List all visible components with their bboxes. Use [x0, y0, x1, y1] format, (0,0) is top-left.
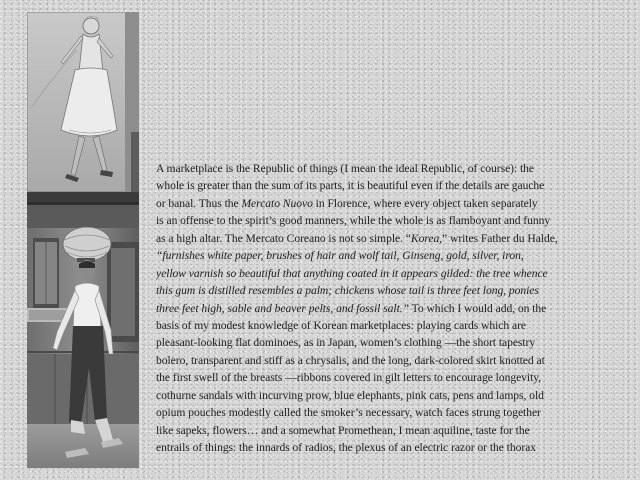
text-line [156, 160, 630, 177]
text-line [156, 404, 630, 421]
text-line [156, 282, 630, 299]
text-line [156, 265, 630, 282]
text-line [156, 300, 630, 317]
italic-text: yellow varnish so beautiful that anything coated in it appears gilded: the tree whence [156, 266, 548, 280]
text-line [156, 387, 630, 404]
market-photo-image [27, 12, 139, 468]
text-line [156, 230, 630, 247]
text-line [156, 369, 630, 386]
text-segment: or banal. Thus the [156, 196, 242, 210]
text-line [156, 195, 630, 212]
text-line [156, 334, 630, 351]
italic-text: Korea [410, 231, 440, 245]
text-segment: the first swell of the breasts —ribbons covered in gilt letters to encourage longevity, [156, 371, 542, 385]
text-line [156, 352, 630, 369]
text-line [156, 177, 630, 194]
italic-text: Mercato Nuovo [241, 196, 313, 210]
text-segment: is an offense to the spirit’s good manners, while the whole is as flamboyant and funny [156, 214, 551, 228]
text-line [156, 422, 630, 439]
text-segment: basis of my modest knowledge of Korean marketplaces: playing cards which are [156, 318, 526, 332]
text-segment: as a high altar. The Mercato Coreano is not so simple. “ [156, 231, 411, 245]
italic-text: three feet high, sable and beaver pelts, and fossil salt.” [156, 301, 409, 315]
market-photo [27, 12, 139, 468]
text-segment: pleasant-looking flat dominoes, as in Japan, women’s clothing —the short tapestry [156, 336, 536, 350]
text-segment: cothurne sandals with incurving prow, blue elephants, pink cats, pens and lamps, old [156, 388, 544, 402]
text-line [156, 317, 630, 334]
text-segment: opium pouches modestly called the smoker’s necessary, watch faces strung together [156, 406, 541, 420]
text-line [156, 212, 630, 229]
italic-text: this gum is distilled resembles a palm; chickens whose tail is three feet long, ponies [156, 284, 539, 298]
text-line [156, 247, 630, 264]
body-text [156, 160, 630, 456]
text-segment: like sapeks, flowers… and a somewhat Promethean, I mean aquiline, taste for the [156, 423, 530, 437]
text-segment: in Florence, where every object taken separately [312, 196, 538, 210]
text-segment: entrails of things: the innards of radios, the plexus of an electric razor or the thorax [156, 441, 537, 454]
text-segment: To which I would add, on the [409, 301, 547, 315]
text-line [156, 439, 630, 456]
italic-text: “furnishes white paper, brushes of hair and wolf tail, Ginseng, gold, silver, iron, [156, 249, 524, 263]
text-segment: whole is greater than the sum of its parts, it is beautiful even if the details are gauche [156, 179, 545, 193]
text-segment: A marketplace is the Republic of things (I mean the ideal Republic, of course): the [156, 162, 535, 175]
text-segment: bolero, transparent and stiff as a chrysalis, and the long, dark-colored skirt knotted at [156, 353, 545, 367]
text-segment: ,” writes Father du Halde, [439, 231, 558, 245]
